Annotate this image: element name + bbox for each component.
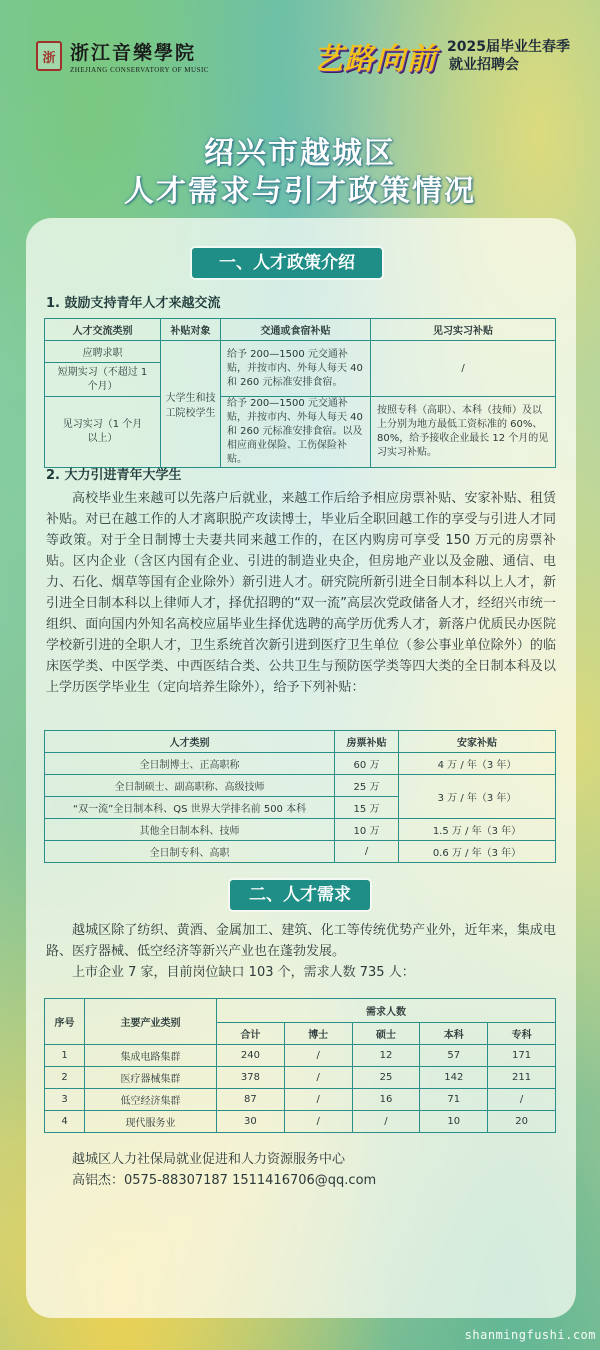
table-header: 交通或食宿补贴	[221, 319, 371, 341]
table-header: 人才交流类别	[45, 319, 161, 341]
table-header: 合计	[217, 1023, 285, 1045]
header	[0, 0, 600, 110]
table-header: 补贴对象	[161, 319, 221, 341]
table-cell: 给予 200—1500 元交通补贴，并按市内、外每人每天 40 和 260 元标准安排食宿。	[221, 341, 371, 397]
table-cell: 3 万 / 年（3 年）	[399, 775, 556, 819]
table-cell: 25 万	[335, 775, 399, 797]
school-name-en: ZHEJIANG CONSERVATORY OF MUSIC	[70, 66, 209, 74]
table-cell: 211	[488, 1067, 556, 1089]
table-cell: 25	[352, 1067, 420, 1089]
table-row	[45, 1111, 556, 1133]
school-name-cn: 浙江音樂學院	[70, 42, 197, 64]
subsidy-table	[44, 730, 556, 863]
table-header: 需求人数	[217, 999, 556, 1023]
school-seal-icon: 浙	[36, 41, 62, 71]
footer-org: 越城区人力社保局就业促进和人力资源服务中心	[72, 1152, 346, 1167]
table-cell: 10	[420, 1111, 488, 1133]
table-cell: 240	[217, 1045, 285, 1067]
table-cell: 其他全日制本科、技师	[45, 819, 335, 841]
table-cell: /	[284, 1045, 352, 1067]
footer-contact: 高铝杰：0575-88307187 1511416706@qq.com	[72, 1173, 377, 1188]
event-title-line2: 就业招聘会	[449, 57, 520, 73]
table-cell: 10 万	[335, 819, 399, 841]
table-cell: 1.5 万 / 年（3 年）	[399, 819, 556, 841]
table-cell: 57	[420, 1045, 488, 1067]
table-cell: 71	[420, 1089, 488, 1111]
table-cell: 0.6 万 / 年（3 年）	[399, 841, 556, 863]
page-title-line1: 绍兴市越城区	[204, 136, 396, 171]
table-cell: 全日制博士、正高职称	[45, 753, 335, 775]
table-cell: /	[352, 1111, 420, 1133]
table-header: 见习实习补贴	[371, 319, 556, 341]
table-cell: /	[284, 1111, 352, 1133]
watermark: shanmingfushi.com	[464, 1328, 596, 1342]
table-cell: 4 万 / 年（3 年）	[399, 753, 556, 775]
event-slogan: 艺路向前	[313, 42, 438, 77]
table-cell: 2	[45, 1067, 85, 1089]
table-header: 序号	[45, 999, 85, 1045]
table-cell: /	[284, 1067, 352, 1089]
table-cell: 15 万	[335, 797, 399, 819]
section2-heading: 二、人才需求	[230, 880, 370, 910]
event-banner	[313, 34, 570, 78]
table-cell: 12	[352, 1045, 420, 1067]
table-cell: 3	[45, 1089, 85, 1111]
table-row	[45, 1045, 556, 1067]
policy-paragraph: 高校毕业生来越可以先落户后就业，来越工作后给予相应房票补贴、安家补贴、租赁补贴。对已在越工作的人才离职脱产攻读博士，毕业后全职回越工作的享受与引进人才同等政策。对于全日制博士夫妻共同来越工作的，在区内购房可享受 150 万元的房票补贴。区内企业（含区内国有企业、引进的制造业央企，但房地产业以及金融、通信、电力、石化、烟草等国有企业除外）新引进人才。研究院所新引进全日制本科以上人才，新引进全日制本科以上律师人才，择优招聘的“双一流”高层次党政储备人才，经绍兴市统一组织、面向国内外知名高校应届毕业生择优选聘的高学历优秀人才，新落户优质民办医院学校新引进的全职人才，卫生系统首次新引进到医疗卫生单位（参公事业单位除外）的临床医学类、中医学类、中西医结合类、公共卫生与预防医学类等四大类的全日制本科及以上学历医学毕业生（定向培养生除外），给予下列补贴：	[46, 491, 556, 695]
table-cell: 171	[488, 1045, 556, 1067]
table-row	[45, 1067, 556, 1089]
table-cell: 4	[45, 1111, 85, 1133]
table-cell: 378	[217, 1067, 285, 1089]
section1-sub2: 2. 大力引进青年大学生	[46, 468, 182, 483]
table-cell: “双一流”全日制本科、QS 世界大学排名前 500 本科	[45, 797, 335, 819]
table-header: 主要产业类别	[85, 999, 217, 1045]
table-cell: 低空经济集群	[85, 1089, 217, 1111]
table-cell: 87	[217, 1089, 285, 1111]
section1-sub1: 1. 鼓励支持青年人才来越交流	[46, 296, 221, 311]
section1-heading: 一、人才政策介绍	[192, 248, 382, 278]
table-cell: /	[371, 341, 556, 397]
table-cell: 全日制专科、高职	[45, 841, 335, 863]
demand-table	[44, 998, 556, 1133]
table-header: 人才类别	[45, 731, 335, 753]
table-cell: /	[335, 841, 399, 863]
table-header: 专科	[488, 1023, 556, 1045]
table-cell: 短期实习（不超过 1 个月）	[45, 363, 161, 397]
demand-paragraph: 越城区除了纺织、黄酒、金属加工、建筑、化工等传统优势产业外，近年来，集成电路、医疗器械、低空经济等新兴产业也在蓬勃发展。	[46, 923, 556, 959]
policy-table	[44, 318, 556, 468]
page-title	[0, 135, 600, 211]
table-cell: 应聘求职	[45, 341, 161, 363]
table-cell: 医疗器械集群	[85, 1067, 217, 1089]
table-cell: 30	[217, 1111, 285, 1133]
table-cell: 142	[420, 1067, 488, 1089]
school-logo	[36, 38, 209, 74]
table-header: 房票补贴	[335, 731, 399, 753]
table-row	[45, 1089, 556, 1111]
table-cell: 见习实习（1 个月以上）	[45, 397, 161, 468]
table-header: 安家补贴	[399, 731, 556, 753]
table-cell: 60 万	[335, 753, 399, 775]
table-cell: /	[284, 1089, 352, 1111]
table-cell: 集成电路集群	[85, 1045, 217, 1067]
table-cell: 按照专科（高职）、本科（技师）及以上分别为地方最低工资标准的 60%、80%，给予接收企业最长 12 个月的见习实习补贴。	[371, 397, 556, 468]
page-title-line2: 人才需求与引才政策情况	[124, 174, 476, 209]
table-cell: 全日制硕士、副高职称、高级技师	[45, 775, 335, 797]
table-cell: 1	[45, 1045, 85, 1067]
table-cell: /	[488, 1089, 556, 1111]
table-cell: 大学生和技工院校学生	[161, 341, 221, 468]
table-header: 博士	[284, 1023, 352, 1045]
table-cell: 现代服务业	[85, 1111, 217, 1133]
event-title-line1: 2025届毕业生春季	[447, 39, 570, 55]
table-header: 硕士	[352, 1023, 420, 1045]
demand-summary: 上市企业 7 家，目前岗位缺口 103 个，需求人数 735 人：	[72, 965, 415, 980]
table-header: 本科	[420, 1023, 488, 1045]
table-cell: 16	[352, 1089, 420, 1111]
table-cell: 给予 200—1500 元交通补贴，并按市内、外每人每天 40 和 260 元标准安排食宿。以及相应商业保险、工伤保险补贴。	[221, 397, 371, 468]
table-cell: 20	[488, 1111, 556, 1133]
